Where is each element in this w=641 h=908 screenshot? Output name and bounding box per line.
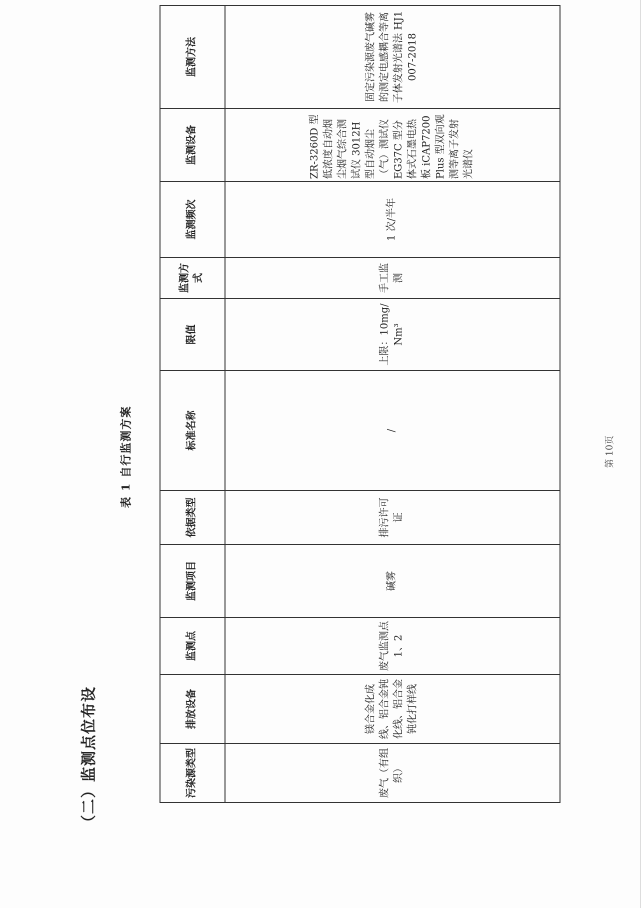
cell-limit: 上限：10mg/Nm³ (225, 299, 560, 371)
cell-item: 碱雾 (225, 545, 560, 618)
cell-mode: 手工监测 (225, 258, 560, 299)
header-standard: 标准名称 (160, 371, 225, 491)
cell-equipment: 镁合金化成线、铝合金钝化线、铝合金钝化打样线 (225, 675, 560, 744)
cell-point: 废气监测点 1、2 (225, 618, 560, 675)
cell-frequency: 1 次/半年 (225, 182, 560, 258)
table-caption: 表 1 自行监测方案 (119, 405, 133, 508)
header-limit: 限值 (160, 299, 225, 371)
cell-device: ZR-3260D 型低浓度自动烟尘烟气综合测试仪 3012H 型自动烟尘（气）测试仪 EG37C 型分体式石墨电热板 iCAP7200Plus 型双向观测等离子发射光谱仪 (225, 109, 560, 182)
cell-basis: 排污许可证 (225, 491, 560, 545)
header-device: 监测设备 (160, 109, 225, 182)
header-mode: 监测方式 (160, 258, 225, 299)
monitoring-plan-table (160, 5, 561, 803)
header-frequency: 监测频次 (160, 182, 225, 258)
header-item: 监测项目 (160, 545, 225, 618)
table-row (225, 6, 560, 803)
cell-method: 固定污染源废气碱雾的测定电感耦合等离子体发射光谱法 HJ1007-2018 (225, 6, 560, 109)
cell-source-type: 废气（有组织） (225, 744, 560, 803)
page-number: 第 10页 (605, 435, 616, 468)
header-basis: 依据类型 (160, 491, 225, 545)
header-source-type: 污染源类型 (160, 744, 225, 803)
header-method: 监测方法 (160, 6, 225, 109)
header-row (160, 6, 225, 803)
header-point: 监测点 (160, 618, 225, 675)
cell-standard: / (225, 371, 560, 491)
section-title: （二）监测点位布设 (79, 685, 98, 830)
header-equipment: 排放设备 (160, 675, 225, 744)
